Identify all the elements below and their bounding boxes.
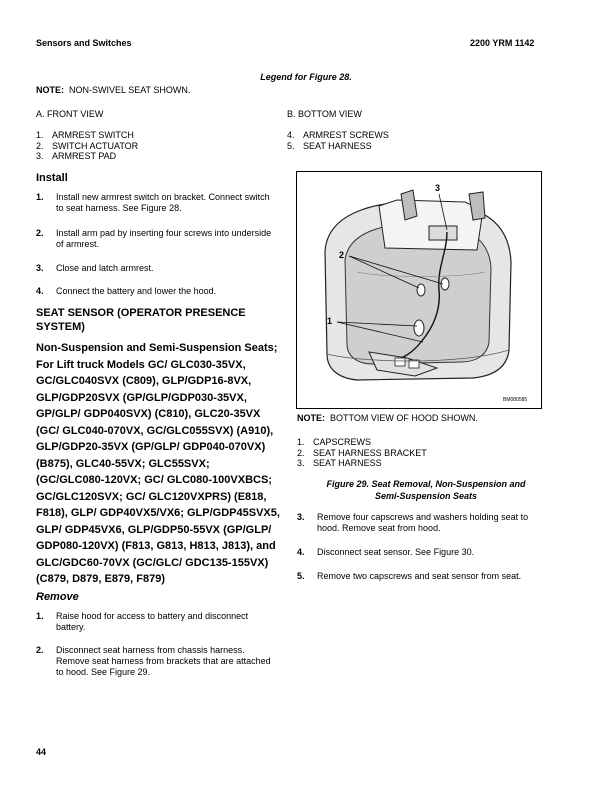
list-item: 1. ARMREST SWITCH [36, 130, 134, 140]
legend-28-view-b: B. BOTTOM VIEW [287, 109, 362, 119]
callout-1: 1 [327, 316, 333, 326]
seat-sensor-heading: SEAT SENSOR (OPERATOR PRESENCE SYSTEM) [36, 307, 246, 333]
note-text: NON-SWIVEL SEAT SHOWN. [69, 85, 191, 95]
list-item: 5. SEAT HARNESS [287, 140, 372, 151]
page-header-section: Sensors and Switches [36, 38, 132, 48]
figure-29-note: NOTE: BOTTOM VIEW OF HOOD SHOWN. [297, 413, 478, 423]
list-item: 3. ARMREST PAD [36, 151, 117, 161]
list-item: 2. SWITCH ACTUATOR [36, 140, 139, 151]
figure-id: BM080585 [503, 397, 528, 403]
legend-28-title: Legend for Figure 28. [260, 72, 352, 82]
legend-28-list-right [287, 130, 389, 151]
models-heading: Non-Suspension and Semi-Suspension Seats; For Lift truck Models GC/ GLC030-35VX, GC/GLC040SVX (C809), GLP/GDP16-8VX, GLP/GDP20SVX (GP/GLP/GDP030-35VX, GP/GLP/ GDP040SVX) (C810), GLC20-35VX (GC/ GLC040-070VX, GC/GLC055SVX) (A910), GLP/GDP20-35VX (GP/GLP/ GDP040-070VX) (B875), GLC40-55VX; GLC55SVX; (GC/GLC080-120VX; GC/ GLC080-100VXBCS; GC/GLC120SVX; GC/ GLC120VXPRS) (E818, F818), GLP/ GDP40VX5/VX6; GLP/GDP45SVX5, GLP/ GDP45VX6, GLP/GDP50-55VX (GP/GLP/ GDP080-120VX) (F813, G813, H813, J813), and GLC/GDC60-70VX (GC/GLC/ GDC135-155VX) (C879, D879, E879, F879) [36, 342, 280, 585]
figure-29-box [296, 171, 542, 409]
figure-29-caption: Figure 29. Seat Removal, Non-Suspension and Semi-Suspension Seats [326, 479, 526, 501]
page-header-doc-number: 2200 YRM 1142 [470, 38, 535, 48]
callout-3: 3 [435, 183, 441, 193]
note-label: NOTE: [36, 85, 64, 95]
legend-28-note [36, 85, 190, 96]
list-item: 3. SEAT HARNESS [297, 458, 382, 468]
figure-29-legend [297, 437, 427, 469]
install-heading: Install [36, 172, 68, 184]
list-item: 4. ARMREST SCREWS [287, 130, 389, 140]
legend-28-view-a: A. FRONT VIEW [36, 109, 104, 119]
legend-28-list-left [36, 130, 138, 162]
list-item: 2. SEAT HARNESS BRACKET [297, 447, 427, 458]
hood-bottom-illustration [297, 172, 541, 408]
remove-heading: Remove [36, 591, 79, 603]
page-number: 44 [36, 747, 47, 757]
callout-2: 2 [339, 250, 345, 260]
list-item: 1. CAPSCREWS [297, 437, 372, 447]
